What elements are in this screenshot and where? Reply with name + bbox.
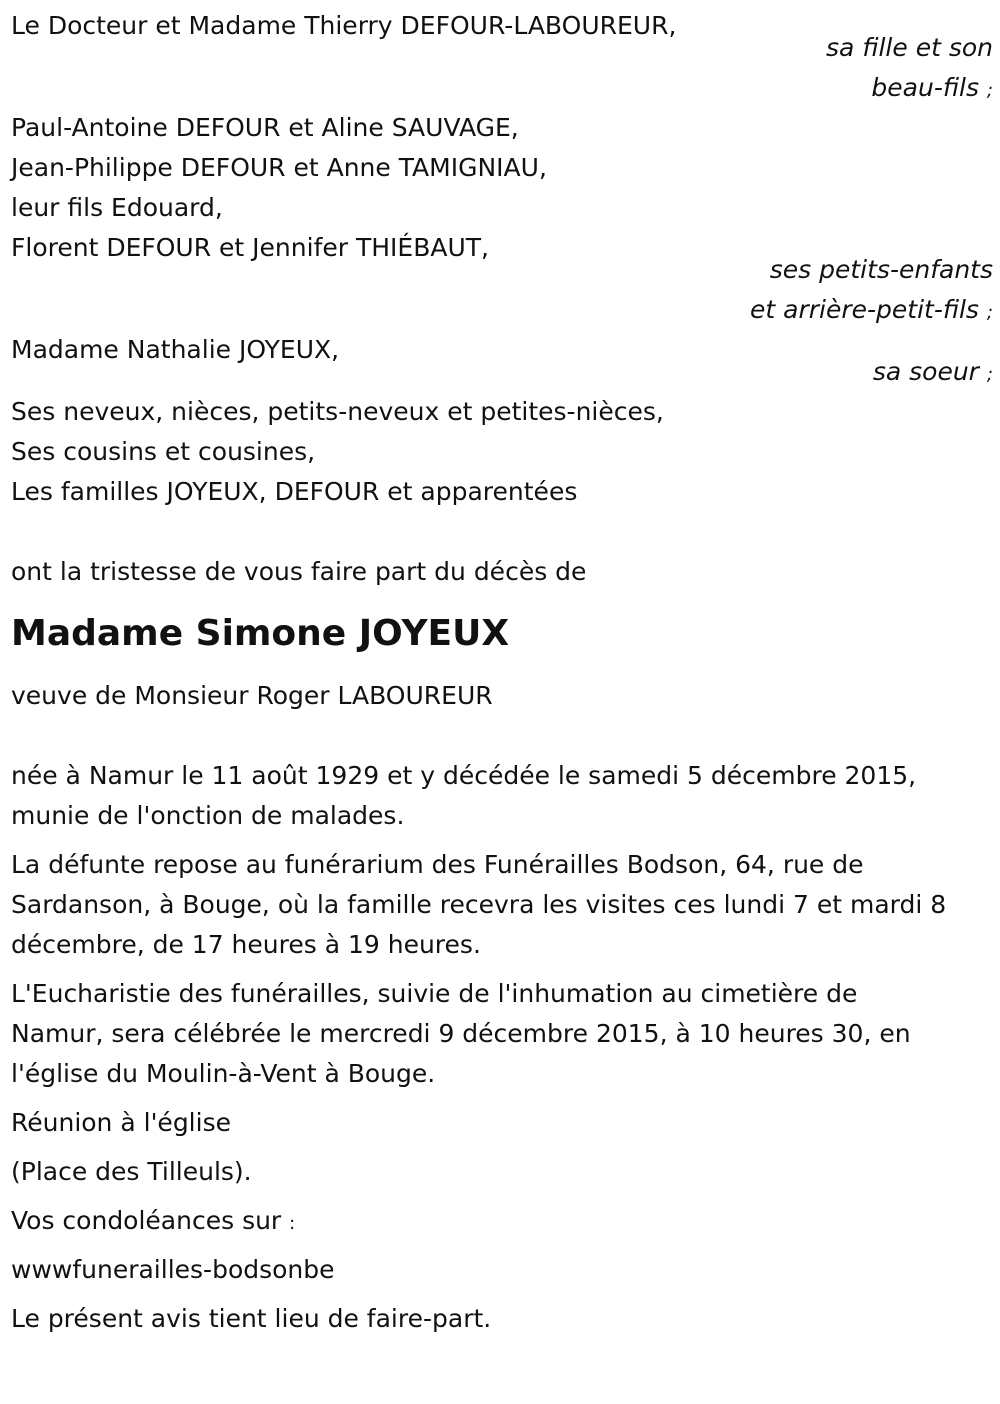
grandchild-line-2: Jean-Philippe DEFOUR et Anne TAMIGNIAU, [11, 153, 547, 182]
visitation-line-3: décembre, de 17 heures à 19 heures. [11, 930, 481, 959]
deceased-name: Madame Simone JOYEUX [11, 613, 510, 654]
obituary-notice [11, 6, 991, 1339]
visitation-line-1: La défunte repose au funérarium des Funérailles Bodson, 64, rue de [11, 850, 864, 879]
website: wwwfunerailles-bodsonbe [11, 1255, 335, 1284]
spacer [11, 716, 991, 756]
funeral-line-1: L'Eucharistie des funérailles, suivie de l'inhumation au cimetière de [11, 979, 858, 1008]
widow-of: veuve de Monsieur Roger LABOUREUR [11, 681, 493, 710]
funeral-line-3: l'église du Moulin-à-Vent à Bouge. [11, 1059, 436, 1088]
birth-death-line-2: munie de l'onction de malades. [11, 801, 405, 830]
grandchildren-relation-2: et arrière-petit-fils ; [750, 295, 993, 324]
visitation-paragraph [11, 845, 991, 965]
condolences-label: Vos condoléances sur : [11, 1206, 296, 1235]
grandchild-line-3: leur fils Edouard, [11, 193, 223, 222]
daughter-relation-1: sa fille et son [826, 33, 993, 62]
relatives-line-3: Les familles JOYEUX, DEFOUR et apparentées [11, 477, 578, 506]
daughter-line: Le Docteur et Madame Thierry DEFOUR-LABOUREUR, [11, 11, 677, 40]
spacer [11, 654, 991, 676]
sister-line: Madame Nathalie JOYEUX, [11, 335, 340, 364]
semicolon: ; [986, 302, 993, 323]
spacer [11, 512, 991, 552]
funeral-line-2: Namur, sera célébrée le mercredi 9 décembre 2015, à 10 heures 30, en [11, 1019, 911, 1048]
meeting-line-2: (Place des Tilleuls). [11, 1157, 252, 1186]
birth-death-paragraph [11, 756, 991, 836]
birth-death-line-1: née à Namur le 11 août 1929 et y décédée le samedi 5 décembre 2015, [11, 761, 917, 790]
grandchildren-relation-1: ses petits-enfants [769, 255, 993, 284]
meeting-line-1: Réunion à l'église [11, 1108, 231, 1137]
grandchild-line-1: Paul-Antoine DEFOUR et Aline SAUVAGE, [11, 113, 519, 142]
funeral-paragraph [11, 974, 991, 1094]
semicolon: ; [986, 80, 993, 101]
semicolon: ; [986, 364, 993, 385]
relatives-line-1: Ses neveux, nièces, petits-neveux et petites-nièces, [11, 397, 664, 426]
closing-line: Le présent avis tient lieu de faire-part. [11, 1304, 492, 1333]
relatives-line-2: Ses cousins et cousines, [11, 437, 316, 466]
sister-relation: sa soeur ; [872, 357, 993, 386]
daughter-relation-2: beau-fils ; [871, 73, 993, 102]
announcement: ont la tristesse de vous faire part du décès de [11, 557, 587, 586]
visitation-line-2: Sardanson, à Bouge, où la famille recevra les visites ces lundi 7 et mardi 8 [11, 890, 947, 919]
condolences-colon: : [289, 1213, 296, 1234]
grandchild-line-4: Florent DEFOUR et Jennifer THIÉBAUT, [11, 233, 489, 262]
